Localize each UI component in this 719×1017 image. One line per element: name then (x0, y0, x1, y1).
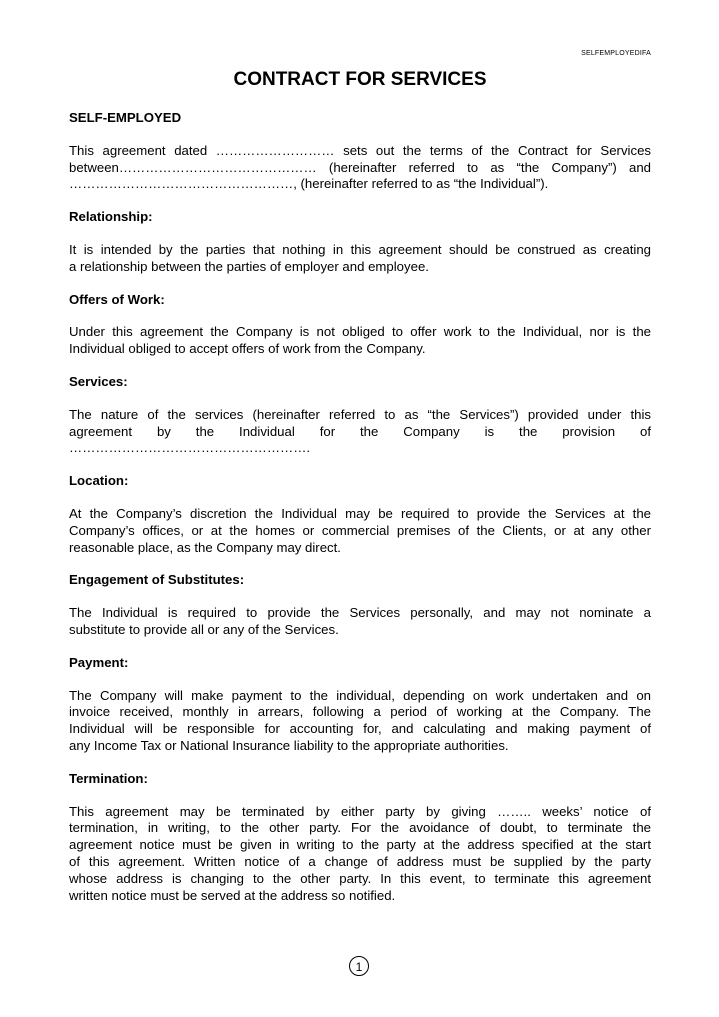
paragraph-line: termination, in writing, to the other party. For the avoidance of doubt, to terminate the (69, 820, 651, 836)
heading-services: Services: (69, 373, 128, 389)
paragraph-relationship (69, 242, 651, 276)
heading-location: Location: (69, 473, 129, 489)
heading-termination: Termination: (69, 770, 148, 786)
paragraph-services (69, 407, 651, 457)
paragraph-line: substitute to provide all or any of the Services. (69, 621, 339, 637)
paragraph-line: Individual obliged to accept offers of work from the Company. (69, 341, 426, 357)
paragraph-payment (69, 688, 651, 755)
paragraph-line: between……………………………………… (hereinafter referred to as “the Company”) and (69, 159, 651, 175)
heading-substitutes: Engagement of Substitutes: (69, 572, 245, 588)
heading-self-employed: SELF-EMPLOYED (69, 110, 182, 125)
paragraph-line: The nature of the services (hereinafter referred to as “the Services”) provided under this (69, 406, 651, 422)
document-title: CONTRACT FOR SERVICES (233, 69, 487, 90)
paragraph-agreement (69, 143, 651, 193)
document-code: SELFEMPLOYEDIFA (581, 50, 651, 57)
paragraph-offers-of-work (69, 324, 651, 358)
document-body (69, 110, 651, 920)
paragraph-line: whose address is changing to the other party. In this event, to terminate this agreement (69, 870, 651, 886)
paragraph-line: This agreement may be terminated by either party by giving …….. weeks’ notice of (69, 803, 651, 819)
heading-relationship: Relationship: (69, 209, 153, 225)
paragraph-line: reasonable place, as the Company may direct. (69, 539, 341, 555)
paragraph-line: Company’s offices, or at the homes or commercial premises of the Clients, or at any other (69, 522, 651, 538)
paragraph-line: It is intended by the parties that nothing in this agreement should be construed as creating (69, 241, 651, 257)
paragraph-line: This agreement dated ……………………… sets out the terms of the Contract for Services (69, 142, 651, 158)
paragraph-line: invoice received, monthly in arrears, following a period of working at the Company. The (69, 704, 651, 720)
paragraph-location (69, 506, 651, 556)
paragraph-line: At the Company’s discretion the Individual may be required to provide the Services at the (69, 505, 651, 521)
paragraph-line: ……………………………………………, (hereinafter referred to as “the Individual”). (69, 176, 549, 192)
heading-offers-of-work: Offers of Work: (69, 291, 165, 307)
paragraph-line: of this agreement. Written notice of a change of address must be supplied by the party (69, 853, 651, 869)
paragraph-line: The Individual is required to provide the Services personally, and may not nominate a (69, 605, 651, 621)
paragraph-line: written notice must be served at the address so notified. (69, 887, 396, 903)
heading-payment: Payment: (69, 654, 129, 670)
paragraph-line: Individual will be responsible for accounting for, and calculating and making payment of (69, 721, 651, 737)
paragraph-line: a relationship between the parties of employer and employee. (69, 258, 429, 274)
paragraph-line: Under this agreement the Company is not obliged to offer work to the Individual, nor is the (69, 324, 651, 340)
paragraph-substitutes (69, 605, 651, 639)
paragraph-line: The Company will make payment to the individual, depending on work undertaken and on (69, 687, 651, 703)
paragraph-line: ………………………………………………. (69, 440, 311, 456)
page-number: 1 (349, 956, 369, 976)
paragraph-line: agreement notice must be given in writing to the party at the address specified at the start (69, 837, 651, 853)
paragraph-termination (69, 804, 651, 905)
paragraph-line: any Income Tax or National Insurance liability to the appropriate authorities. (69, 737, 509, 753)
paragraph-line: agreement by the Individual for the Company is the provision of (69, 423, 651, 439)
